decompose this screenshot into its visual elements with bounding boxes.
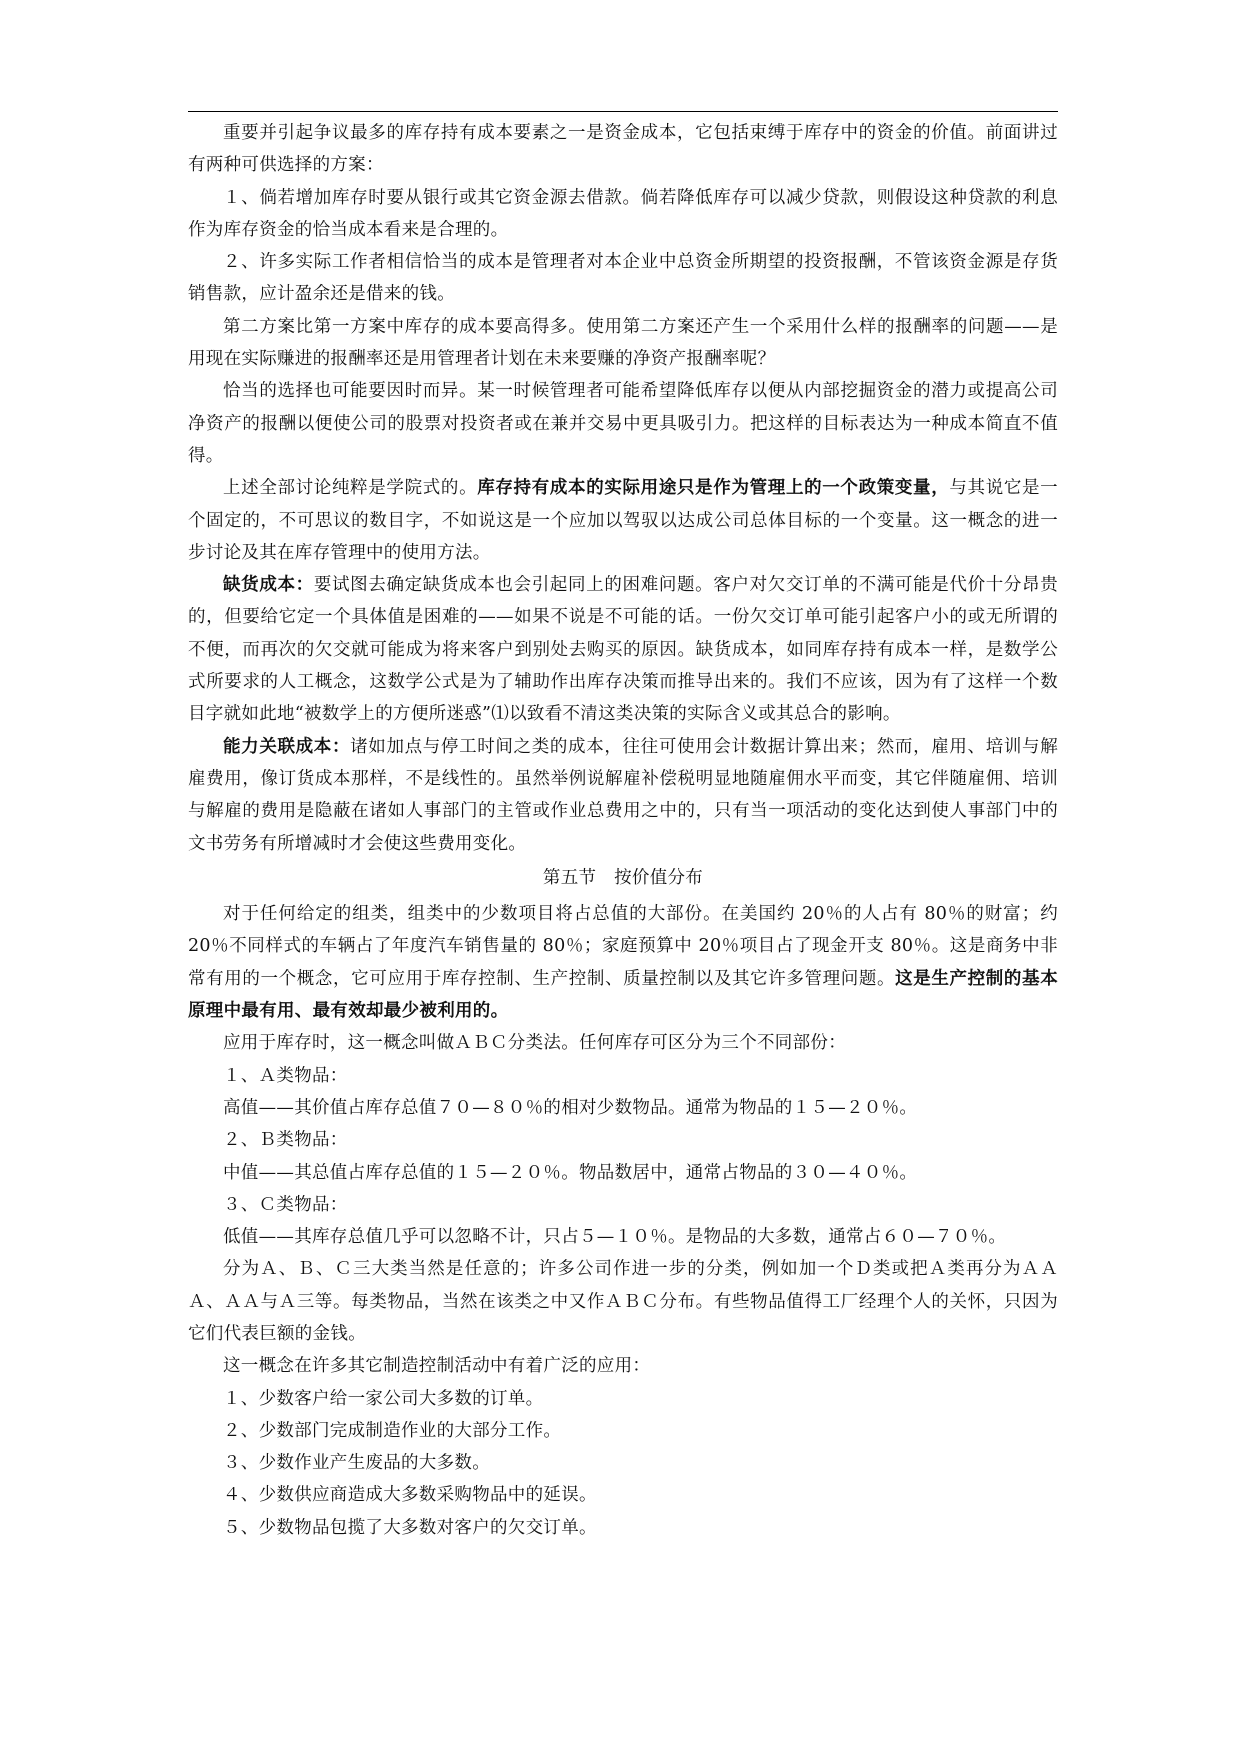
paragraph-stockout-cost [188,569,1058,730]
class-b-desc: 中值——其总值占库存总值的１５—２０％。物品数居中，通常占物品的３０—４０％。 [223,1162,918,1183]
list-item: ３、少数作业产生废品的大多数。 [223,1453,490,1474]
paragraph-further-classes: 分为Ａ、Ｂ、Ｃ三大类当然是任意的；许多公司作进一步的分类，例如加一个Ｄ类或把Ａ类再分为ＡＡＡ、ＡＡ与Ａ三等。每类物品，当然在该类之中又作ＡＢＣ分布。有些物品值得工厂经理个人的关怀，只因为它们代表巨额的金钱。 [188,1259,1058,1344]
paragraph-text: 要试图去确定缺货成本也会引起同上的困难问题。客户对欠交订单的不满可能是代价十分昂贵的，但要给它定一个具体值是困难的——如果不说是不可能的话。一份欠交订单可能引起客户小的或无所谓的不便，而再次的欠交就可能成为将来客户到别处去购买的原因。缺货成本，如同库存持有成本一样，是数学公式所要求的人工概念，这数学公式是为了辅助作出库存决策而推导出来的。我们不应该，因为有了这样一个数目字就如此地“被数学上的方便所迷惑”⑴以致看不清这类决策的实际含义或其总合的影响。 [188,575,1059,725]
paragraph-capital-cost: 重要并引起争议最多的库存持有成本要素之一是资金成本，它包括束缚于库存中的资金的价值。前面讲过有两种可供选择的方案： [188,123,1058,176]
paragraph-applications: 这一概念在许多其它制造控制活动中有着广泛的应用： [223,1356,651,1377]
term-label: 能力关联成本： [223,736,351,757]
paragraph-text: 对于任何给定的组类，组类中的少数项目将占总值的大部份。在美国约 20％的人占有 80％的财富；约 20％不同样式的车辆占了年度汽车销售量的 80％；家庭预算中 20％项目占了现金开支 80％。这是商务中非常有用的一个概念，它可应用于库存控制、生产控制、质量控制以及其它许多管理问题。 [188,904,1058,989]
list-item: ４、少数供应商造成大多数采购物品中的延误。 [223,1485,597,1506]
class-c-desc: 低值——其库存总值几乎可以忽略不计，只占５—１０％。是物品的大多数，通常占６０—７０％。 [223,1227,1007,1248]
paragraph-option-compare: 第二方案比第一方案中库存的成本要高得多。使用第二方案还产生一个采用什么样的报酬率的问题——是用现在实际赚进的报酬率还是用管理者计划在未来要赚的净资产报酬率呢？ [188,316,1058,370]
paragraph-text: 诸如加点与停工时间之类的成本，往往可使用会计数据计算出来；然而，雇用、培训与解雇费用，像订货成本那样，不是线性的。虽然举例说解雇补偿税明显地随雇佣水平而变，其它伴随雇佣、培训与解雇的费用是隐蔽在诸如人事部门的主管或作业总费用之中的，只有当一项活动的变化达到使人事部门中的文书劳务有所增减时才会使这些费用变化。 [188,736,1058,854]
section-title: 第五节 按价值分布 [542,867,704,888]
paragraph-policy-variable [188,472,1058,569]
list-item: １、少数客户给一家公司大多数的订单。 [223,1388,544,1409]
document-body [188,117,1058,1544]
paragraph-text: 与其说它是一个固定的，不可思议的数目字，不如说这是一个应加以驾驭以达成公司总体目标的一个变量。这一概念的进一步讨论及其在库存管理中的使用方法。 [188,478,1058,563]
class-c-title: ３、Ｃ类物品： [223,1194,348,1215]
paragraph-abc-intro: 应用于库存时，这一概念叫做ＡＢＣ分类法。任何库存可区分为三个不同部份： [223,1033,846,1054]
paragraph-option-1: １、倘若增加库存时要从银行或其它资金源去借款。倘若降低库存可以减少贷款，则假设这种贷款的利息作为库存资金的恰当成本看来是合理的。 [188,187,1058,240]
paragraph-pareto [188,898,1058,1027]
list-item: ５、少数物品包揽了大多数对客户的欠交订单。 [223,1517,597,1538]
list-item: ２、少数部门完成制造作业的大部分工作。 [223,1420,562,1441]
header-rule [188,111,1058,112]
class-b-title: ２、Ｂ类物品： [223,1130,348,1151]
paragraph-choice: 恰当的选择也可能要因时而异。某一时候管理者可能希望降低库存以便从内部挖掘资金的潜力或提高公司净资产的报酬以便使公司的股票对投资者或在兼并交易中更具吸引力。把这样的目标表达为一种成本简直不值得。 [188,381,1058,466]
bold-text: 这是生产控制的基本原理中最有用、最有效却最少被利用的。 [188,968,1058,1022]
paragraph-text: 上述全部讨论纯粹是学院式的。 [223,478,478,499]
bold-text: 库存持有成本的实际用途只是作为管理上的一个政策变量， [477,478,950,499]
paragraph-capacity-cost [188,731,1058,860]
paragraph-option-2: ２、许多实际工作者相信恰当的成本是管理者对本企业中总资金所期望的投资报酬，不管该资金源是存货销售款，应计盈余还是借来的钱。 [188,252,1058,305]
class-a-desc: 高值——其价值占库存总值７０—８０％的相对少数物品。通常为物品的１５—２０％。 [223,1097,918,1118]
term-label: 缺货成本： [223,575,314,596]
class-a-title: １、Ａ类物品： [223,1065,348,1086]
